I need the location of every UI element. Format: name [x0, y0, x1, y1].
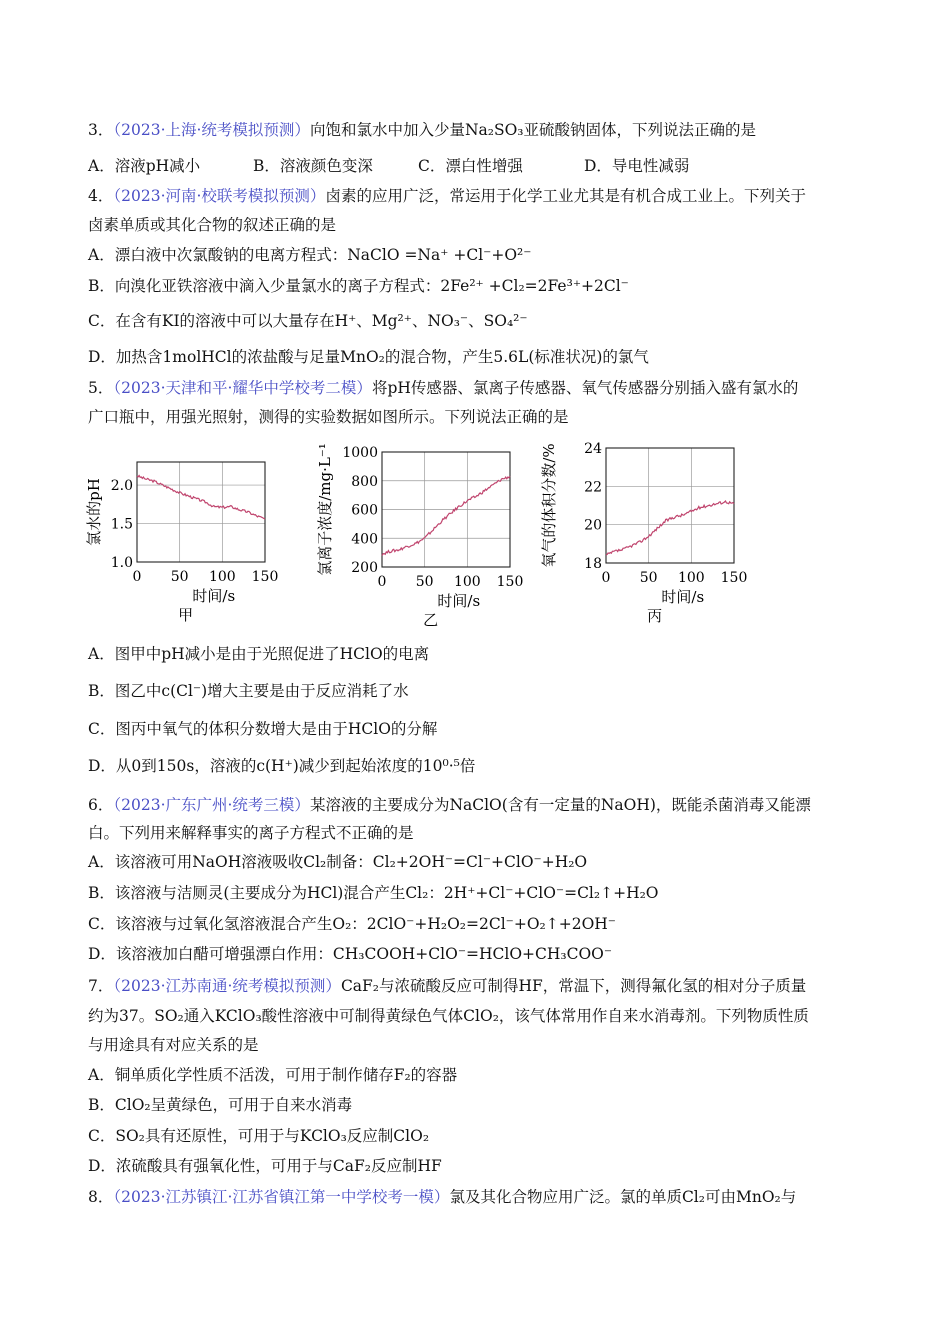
q4-number: 4． — [88, 187, 114, 205]
y-axis-label: 氧气的体积分数/% — [540, 443, 558, 568]
x-tick-label: 50 — [415, 574, 434, 590]
q8-stem-1: 氯及其化合物应用广泛。氯的单质Cl₂可由MnO₂与 — [449, 1188, 797, 1206]
q5-option-b: B．图乙中c(Cl⁻)增大主要是由于反应消耗了水 — [88, 682, 409, 700]
q8-stem-line1 — [88, 1186, 796, 1208]
q6-stem-1: 某溶液的主要成分为NaClO(含有一定量的NaOH)，既能杀菌消毒又能漂 — [309, 796, 811, 814]
x-tick-label: 150 — [251, 569, 279, 585]
q5-number: 5． — [88, 379, 114, 397]
q6-stem-line1 — [88, 794, 811, 816]
y-tick-label: 800 — [351, 473, 378, 490]
y-tick-label: 2.0 — [110, 478, 133, 495]
q6-option-a: A．该溶液可用NaOH溶液吸收Cl₂制备：Cl₂+2OH⁻=Cl⁻+ClO⁻+H₂O — [88, 853, 588, 871]
x-tick-label: 100 — [453, 574, 481, 590]
data-series-line — [606, 501, 734, 555]
q5-stem-line2: 广口瓶中，用强光照射，测得的实验数据如图所示。下列说法正确的是 — [88, 408, 569, 426]
q7-stem-line3: 与用途具有对应关系的是 — [88, 1036, 259, 1054]
q7-stem-line1 — [88, 975, 806, 997]
q3-option-b: B．溶液颜色变深 — [253, 157, 373, 175]
q7-option-b: B．ClO₂呈黄绿色，可用于自来水消毒 — [88, 1096, 353, 1114]
q5-stem-line1 — [88, 377, 798, 399]
chart-bing — [540, 441, 747, 625]
y-tick-label: 24 — [584, 441, 602, 457]
y-tick-label: 1.5 — [110, 516, 133, 533]
q5-source: （2023·天津和平·耀华中学校考二模） — [113, 379, 372, 397]
q3-stem-b: 亚硫酸钠固体，下列说法正确的是 — [523, 121, 757, 139]
q3-formula: Na₂SO₃ — [464, 121, 524, 139]
q7-source: （2023·江苏南通·统考模拟预测） — [113, 977, 341, 995]
chart-caption: 丙 — [647, 607, 663, 625]
chart-yi — [316, 443, 523, 629]
q6-source: （2023·广东广州·统考三模） — [113, 796, 310, 814]
q6-option-b: B．该溶液与洁厕灵(主要成分为HCl)混合产生Cl₂：2H⁺+Cl⁻+ClO⁻=Cl₂↑+H₂O — [88, 884, 659, 902]
q7-stem-1: CaF₂与浓硫酸反应可制得HF，常温下，测得氟化氢的相对分子质量 — [340, 977, 807, 995]
q4-source: （2023·河南·校联考模拟预测） — [113, 187, 326, 205]
y-tick-label: 1.0 — [110, 555, 133, 571]
q3-source: （2023·上海·统考模拟预测） — [113, 121, 310, 139]
x-tick-label: 50 — [170, 569, 189, 585]
chart-caption: 甲 — [178, 606, 194, 624]
x-tick-label: 50 — [639, 570, 658, 586]
q3-stem-a: 向饱和氯水中加入少量 — [309, 121, 465, 139]
x-tick-label: 0 — [377, 574, 387, 590]
q4-option-d: D．加热含1molHCl的浓盐酸与足量MnO₂的混合物，产生5.6L(标准状况)的氯气 — [88, 348, 649, 366]
q3-stem — [88, 119, 756, 141]
x-tick-label: 100 — [677, 570, 705, 586]
y-tick-label: 20 — [584, 517, 602, 534]
chart-jia — [85, 462, 278, 624]
q8-source: （2023·江苏镇江·江苏省镇江第一中学校考一模） — [113, 1188, 450, 1206]
q7-option-d: D．浓硫酸具有强氧化性，可用于与CaF₂反应制HF — [88, 1157, 442, 1175]
x-axis-label: 时间/s — [437, 592, 481, 610]
q5-option-d: D．从0到150s，溶液的c(H⁺)减少到起始浓度的10⁰·⁵倍 — [88, 757, 476, 775]
y-axis-label: 氯离子浓度/mg·L⁻¹ — [316, 443, 334, 576]
q7-stem-line2: 约为37。SO₂通入KClO₃酸性溶液中可制得黄绿色气体ClO₂，该气体常用作自来水消毒剂。下列物质性质 — [88, 1007, 809, 1025]
q8-number: 8． — [88, 1188, 114, 1206]
q7-number: 7． — [88, 977, 114, 995]
q6-stem-line2: 白。下列用来解释事实的离子方程式不正确的是 — [88, 824, 414, 842]
x-tick-label: 100 — [208, 569, 236, 585]
x-tick-label: 0 — [601, 570, 611, 586]
data-series-line — [382, 476, 510, 555]
q3-options — [88, 155, 689, 177]
x-tick-label: 150 — [720, 570, 748, 586]
x-axis-label: 时间/s — [192, 587, 236, 605]
q3-number: 3． — [88, 121, 114, 139]
data-series-line — [137, 476, 265, 519]
y-tick-label: 1000 — [342, 445, 378, 461]
q5-stem-1: 将pH传感器、氯离子传感器、氧气传感器分别插入盛有氯水的 — [371, 379, 799, 397]
q4-option-a: A．漂白液中次氯酸钠的电离方程式：NaClO =Na⁺ +Cl⁻+O²⁻ — [88, 246, 532, 264]
q5-option-a: A．图甲中pH减小是由于光照促进了HClO的电离 — [88, 645, 430, 663]
q3-option-d: D．导电性减弱 — [584, 157, 690, 175]
chart-caption: 乙 — [423, 611, 439, 629]
x-axis-label: 时间/s — [661, 588, 705, 606]
y-tick-label: 22 — [584, 479, 602, 496]
y-tick-label: 400 — [351, 531, 378, 548]
y-tick-label: 600 — [351, 502, 378, 519]
q4-stem-line1 — [88, 185, 806, 207]
q6-option-c: C．该溶液与过氧化氢溶液混合产生O₂：2ClO⁻+H₂O₂=2Cl⁻+O₂↑+2OH⁻ — [88, 915, 616, 933]
x-tick-label: 0 — [132, 569, 142, 585]
q4-stem-1: 卤素的应用广泛，常运用于化学工业尤其是有机合成工业上。下列关于 — [325, 187, 806, 205]
q4-stem-line2: 卤素单质或其化合物的叙述正确的是 — [88, 216, 337, 234]
q6-number: 6． — [88, 796, 114, 814]
q5-option-c: C．图丙中氧气的体积分数增大是由于HClO的分解 — [88, 720, 438, 738]
x-tick-label: 150 — [496, 574, 524, 590]
y-axis-label: 氯水的pH — [85, 478, 103, 546]
y-tick-label: 18 — [584, 556, 602, 572]
q7-option-a: A．铜单质化学性质不活泼，可用于制作储存F₂的容器 — [88, 1066, 458, 1084]
q5-figures — [84, 434, 784, 634]
q4-option-b: B．向溴化亚铁溶液中滴入少量氯水的离子方程式：2Fe²⁺ +Cl₂=2Fe³⁺+2Cl⁻ — [88, 277, 629, 295]
q3-option-a: A．溶液pH减小 — [88, 157, 201, 175]
q6-option-d: D．该溶液加白醋可增强漂白作用：CH₃COOH+ClO⁻=HClO+CH₃COO⁻ — [88, 945, 613, 963]
q7-option-c: C．SO₂具有还原性，可用于与KClO₃反应制ClO₂ — [88, 1127, 430, 1145]
q3-option-c: C．漂白性增强 — [418, 157, 523, 175]
y-tick-label: 200 — [351, 560, 378, 576]
q4-option-c: C．在含有KI的溶液中可以大量存在H⁺、Mg²⁺、NO₃⁻、SO₄²⁻ — [88, 312, 528, 330]
